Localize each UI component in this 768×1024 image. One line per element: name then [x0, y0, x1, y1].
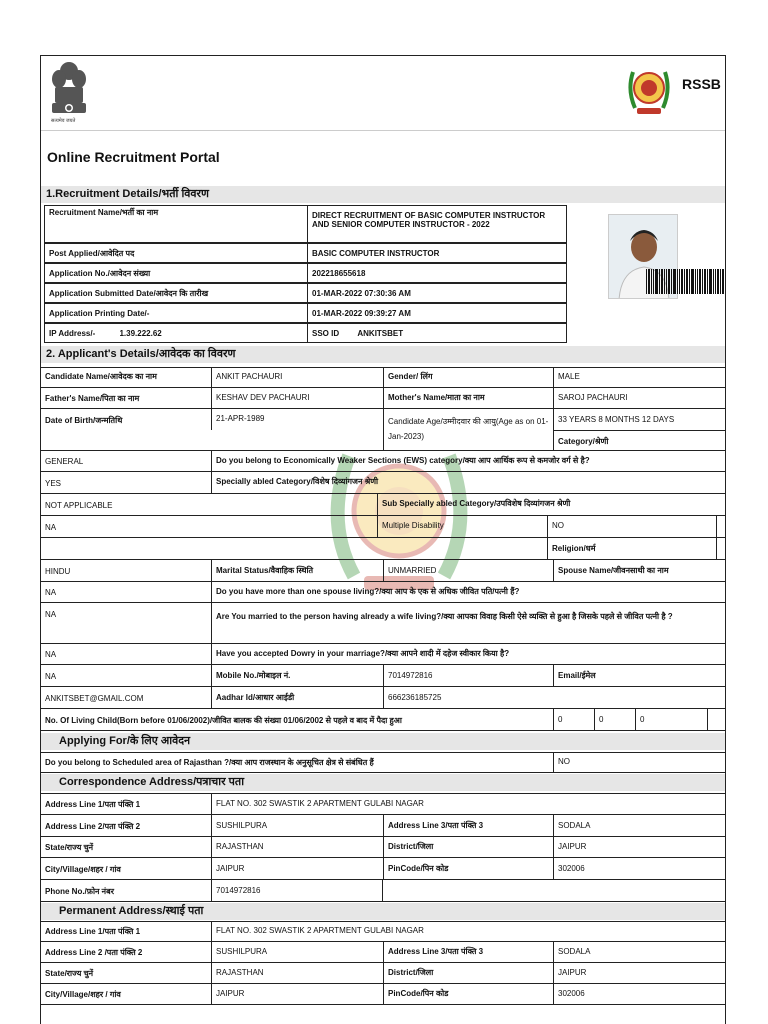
dob-value: 21-APR-1989 [211, 409, 383, 430]
dowry-question: Have you accepted Dowry in your marriage?/क्या आपने शादी में दहेज स्वीकार किया है? [211, 644, 725, 665]
sso-id-value: ANKITSBET [357, 329, 404, 338]
corr-phone-value: 7014972816 [211, 880, 383, 902]
perm-pincode-label: PinCode/पिन कोड [383, 984, 553, 1005]
emblem-motto: सत्यमेव जयते [51, 118, 76, 124]
more-spouse-value: NA [45, 610, 57, 619]
scheduled-area-question: Do you belong to Scheduled area of Rajasthan ?/क्या आप राजस्थान के अनुसूचित क्षेत्र से संबंधित हैं [45, 758, 374, 767]
perm-line2-label: Address Line 2 /पता पंक्ति 2 [45, 948, 143, 957]
email-value: ANKITSBET@GMAIL.COM [45, 694, 144, 703]
marital-status-label: Marital Status/वैवाहिक स्थिति [211, 560, 383, 582]
aadhar-label: Aadhar Id/आधार आईडी [211, 687, 383, 709]
specially-abled-value: NOT APPLICABLE [45, 501, 113, 510]
spouse-name-label: Spouse Name/जीवनसाथी का नाम [553, 560, 725, 582]
multiple-disability-label: Multiple Disability [377, 516, 547, 538]
portal-title: Online Recruitment Portal [47, 149, 220, 165]
ip-address-row [44, 323, 308, 343]
category-label: Category/श्रेणी [553, 430, 725, 451]
perm-district-value: JAIPUR [553, 963, 725, 984]
application-no-label: Application No./आवेदन संख्या [44, 263, 308, 283]
living-children-value-2: 0 [594, 709, 635, 731]
perm-district-label: District/जिला [383, 963, 553, 984]
recruitment-name-label: Recruitment Name/भर्ती का नाम [44, 205, 308, 243]
perm-line2-value: SUSHILPURA [211, 942, 383, 963]
perm-pincode-value: 302006 [553, 984, 725, 1005]
multiple-disability-value: NO [547, 516, 717, 538]
candidate-name-value: ANKIT PACHAURI [211, 367, 383, 388]
living-children-label: No. Of Living Child(Born before 01/06/2002)/जीवित बालक की संख्या 01/06/2002 से पहले व बाद में पैदा हुआ [45, 716, 402, 725]
perm-city-value: JAIPUR [211, 984, 383, 1005]
candidate-name-label: Candidate Name/आवेदक का नाम [45, 372, 157, 381]
living-children-value-3: 0 [635, 709, 708, 731]
corr-state-label: State/राज्य चुनें [45, 843, 94, 852]
aadhar-value: 666236185725 [383, 687, 553, 709]
gender-label: Gender/ लिंग [383, 367, 553, 388]
sso-id-label: SSO ID [312, 329, 340, 338]
mother-name-label: Mother's Name/माता का नाम [383, 388, 553, 409]
submitted-date-value: 01-MAR-2022 07:30:36 AM [307, 283, 567, 303]
post-applied-label: Post Applied/आवेदित पद [44, 243, 308, 263]
corr-pincode-value: 302006 [553, 858, 725, 880]
spouse-name-value: NA [45, 588, 57, 597]
section-permanent-address: Permanent Address/स्थाई पता [41, 903, 725, 920]
section-applicant-details: 2. Applicant's Details/आवेदक का विवरण [41, 346, 725, 363]
submitted-date-label: Application Submitted Date/आवेदन कि तारीख [44, 283, 308, 303]
sso-id-row [307, 323, 567, 343]
corr-line2-label: Address Line 2/पता पंक्ति 2 [45, 822, 141, 831]
perm-line1-label: Address Line 1/पता पंक्ति 1 [45, 927, 141, 936]
corr-line1-value: FLAT NO. 302 SWASTIK 2 APARTMENT GULABI NAGAR [211, 793, 725, 815]
sub-specially-abled-value: NA [45, 523, 57, 532]
printing-date-value: 01-MAR-2022 09:39:27 AM [307, 303, 567, 323]
corr-line3-label: Address Line 3/पता पंक्ति 3 [383, 815, 553, 837]
printing-date-label: Application Printing Date/- [44, 303, 308, 323]
recruitment-name-value: DIRECT RECRUITMENT OF BASIC COMPUTER INSTRUCTOR AND SENIOR COMPUTER INSTRUCTOR - 2022 [307, 205, 567, 243]
dob-label: Date of Birth/जन्मतिथि [45, 416, 123, 425]
form-header [41, 56, 725, 131]
corr-district-value: JAIPUR [553, 837, 725, 858]
married-wife-question: Are You married to the person having already a wife living?/क्या आपका विवाह किसी ऐसे व्यक्ति से हुआ है जिसके पहले से जीवित पत्नी है ? [211, 603, 725, 644]
mother-name-value: SAROJ PACHAURI [553, 388, 725, 409]
application-no-value: 202218655618 [307, 263, 567, 283]
corr-city-value: JAIPUR [211, 858, 383, 880]
marital-status-value: UNMARRIED [383, 560, 553, 582]
age-value: 33 YEARS 8 MONTHS 12 DAYS [553, 409, 725, 430]
ip-address-value: 1.39.222.62 [119, 329, 162, 338]
sub-specially-abled-label: Sub Specially abled Category/उपविशेष दिव्यांगजन श्रेणी [377, 494, 717, 516]
religion-label: Religion/धर्म [547, 538, 717, 560]
corr-line2-value: SUSHILPURA [211, 815, 383, 837]
father-name-value: KESHAV DEV PACHAURI [211, 388, 383, 409]
scheduled-area-value: NO [553, 752, 725, 773]
father-name-label: Father's Name/पिता का नाम [45, 394, 140, 403]
section-correspondence-address: Correspondence Address/पत्राचार पता [41, 774, 725, 791]
email-label: Email/ईमेल [553, 665, 725, 687]
rssb-logo-icon [625, 60, 673, 118]
perm-state-value: RAJASTHAN [211, 963, 383, 984]
org-short-name: RSSB [682, 76, 721, 92]
dowry-value: NA [45, 672, 57, 681]
perm-state-label: State/राज्य चुनें [45, 969, 94, 978]
section-recruitment-details: 1.Recruitment Details/भर्ती विवरण [41, 186, 725, 203]
corr-line1-label: Address Line 1/पता पंक्ति 1 [45, 800, 141, 809]
application-form [40, 55, 726, 1024]
religion-value: HINDU [45, 567, 71, 576]
age-label: Candidate Age/उम्मीदवार की आयु(Age as on 01-Jan-2023) [383, 409, 553, 451]
corr-line3-value: SODALA [553, 815, 725, 837]
post-applied-value: BASIC COMPUTER INSTRUCTOR [307, 243, 567, 263]
ews-question: Do you belong to Economically Weaker Sections (EWS) category/क्या आप आर्थिक रूप से कमजोर वर्ग से है? [211, 451, 725, 472]
mobile-value: 7014972816 [383, 665, 553, 687]
more-spouse-question: Do you have more than one spouse living?/क्या आप के एक से अधिक जीवित पति/पत्नी हैं? [211, 582, 725, 603]
corr-district-label: District/जिला [383, 837, 553, 858]
specially-abled-label: Specially abled Category/विशेष दिव्यांगजन श्रेणी [211, 472, 725, 494]
perm-line3-value: SODALA [553, 942, 725, 963]
mobile-label: Mobile No./मोबाइल नं. [211, 665, 383, 687]
gender-value: MALE [553, 367, 725, 388]
corr-state-value: RAJASTHAN [211, 837, 383, 858]
barcode-icon [646, 269, 726, 294]
corr-city-label: City/Village/शहर / गांव [45, 865, 121, 874]
perm-city-label: City/Village/शहर / गांव [45, 990, 121, 999]
ip-address-label: IP Address/- [49, 329, 96, 338]
corr-pincode-label: PinCode/पिन कोड [383, 858, 553, 880]
category-value: GENERAL [45, 457, 84, 466]
married-wife-value: NA [45, 650, 57, 659]
corr-phone-label: Phone No./फ़ोन नंबर [45, 887, 114, 896]
perm-line3-label: Address Line 3/पता पंक्ति 3 [383, 942, 553, 963]
ews-value: YES [45, 479, 62, 488]
section-applying-for: Applying For/के लिए आवेदन [41, 733, 725, 750]
living-children-value-1: 0 [553, 709, 594, 731]
perm-line1-value: FLAT NO. 302 SWASTIK 2 APARTMENT GULABI NAGAR [211, 921, 725, 942]
